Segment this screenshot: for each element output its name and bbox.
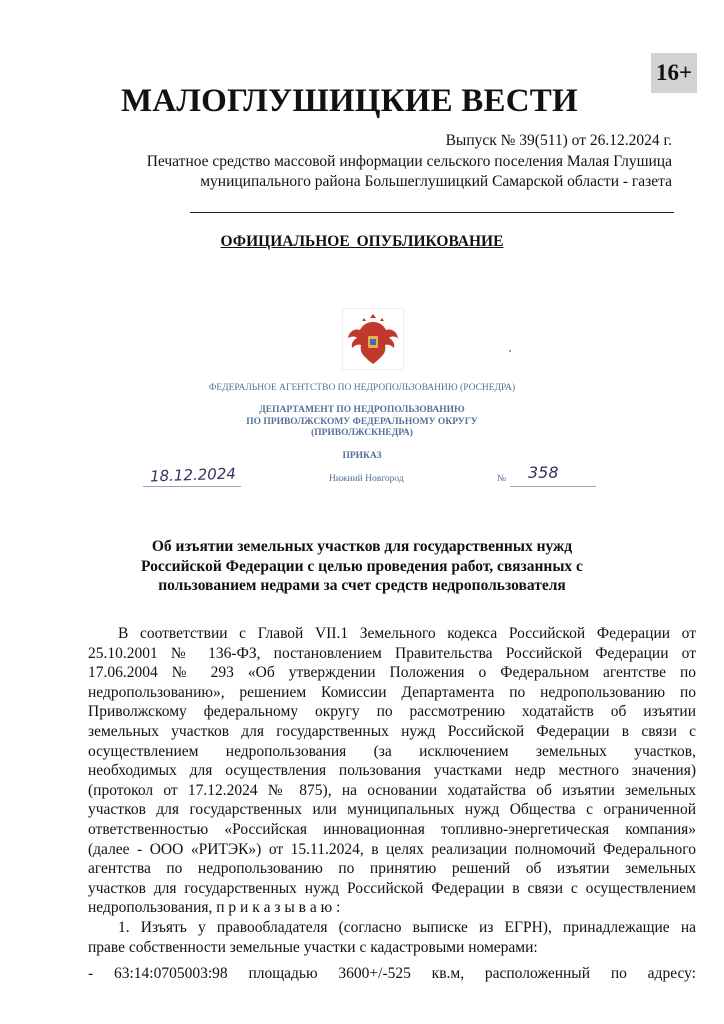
handwritten-date: 18.12.2024: [149, 464, 237, 486]
coat-of-arms-icon: [342, 308, 404, 370]
body-line: земельных участков для государственных нужд Российской Федерации в связи с: [88, 722, 696, 740]
issue-city: Нижний Новгород: [329, 474, 404, 484]
section-heading: ОФИЦИАЛЬНОЕ ОПУБЛИКОВАНИЕ: [220, 233, 504, 250]
body-line: праве собственности земельные участки с кадастровыми номерами:: [88, 938, 538, 956]
body-line: (протокол от 17.12.2024 № 875), на основании ходатайства об изъятии земельных: [88, 781, 696, 799]
department-line: (ПРИВОЛЖСКНЕДРА): [311, 428, 413, 438]
age-rating-badge: 16+: [651, 53, 697, 93]
body-line: 17.06.2004 № 293 «Об утверждении Положения о Федеральном агентстве по: [88, 664, 696, 682]
number-label: №: [497, 474, 507, 484]
body-line: (далее - ООО «РИТЭК») от 15.11.2024, в целях реализации полномочий Федерального: [88, 840, 696, 858]
order-title-line: Об изъятии земельных участков для государственных нужд: [151, 538, 573, 555]
body-line: необходимых для осуществления пользования участками недр местного значения): [88, 762, 696, 780]
publisher-info: [147, 152, 672, 192]
number-underline: [510, 486, 596, 487]
issue-info: Выпуск № 39(511) от 26.12.2024 г.: [445, 132, 672, 149]
newspaper-masthead: МАЛОГЛУШИЦКИЕ ВЕСТИ: [121, 83, 578, 119]
order-title: [0, 537, 724, 596]
body-line: ответственностью «Российская инновационная топливно-энергетическая компания»: [88, 820, 696, 838]
body-line: 25.10.2001 № 136-ФЗ, постановлением Правительства Российской Федерации от: [88, 644, 696, 662]
handwritten-number: 358: [528, 463, 559, 482]
body-line: осуществлением недропользования (за исключением земельных участков,: [88, 742, 696, 760]
publisher-line: Печатное средство массовой информации сельского поселения Малая Глушица: [146, 153, 672, 170]
order-body: [88, 624, 696, 984]
body-line: агентства по недропользованию по принятию решений об изъятии земельных: [88, 860, 696, 878]
body-line: участков для государственных нужд Российской Федерации в связи с осуществлением: [88, 879, 696, 897]
department-name: [0, 405, 724, 440]
body-line: - 63:14:0705003:98 площадью 3600+/-525 кв.м, расположенный по адресу:: [88, 965, 696, 983]
document-type: ПРИКАЗ: [342, 451, 382, 461]
order-title-line: Российской Федерации с целью проведения работ, связанных с: [141, 557, 583, 575]
body-line: Приволжскому федеральному округу по рассмотрению ходатайств об изъятии: [88, 703, 696, 721]
department-line: ДЕПАРТАМЕНТ ПО НЕДРОПОЛЬЗОВАНИЮ: [259, 405, 465, 415]
body-line: недропользованию», решением Комиссии Департамента по недропользованию по: [88, 683, 696, 701]
body-line: недропользования, п р и к а з ы в а ю :: [88, 899, 341, 917]
department-line: ПО ПРИВОЛЖСКОМУ ФЕДЕРАЛЬНОМУ ОКРУГУ: [246, 416, 478, 427]
order-title-line: пользованием недрами за счет средств недропользователя: [158, 577, 566, 594]
scan-dot: [509, 350, 511, 352]
header-divider: [190, 212, 674, 213]
agency-name: ФЕДЕРАЛЬНОЕ АГЕНТСТВО ПО НЕДРОПОЛЬЗОВАНИЮ (РОСНЕДРА): [208, 383, 516, 393]
body-line: В соответствии с Главой VII.1 Земельного кодекса Российской Федерации от: [118, 625, 696, 642]
date-underline: [143, 486, 241, 487]
publisher-line: муниципального района Большеглушицкий Самарской области - газета: [200, 173, 672, 190]
body-line: участков для государственных или муниципальных нужд Общества с ограниченной: [88, 801, 696, 819]
body-line: 1. Изъять у правообладателя (согласно выписке из ЕГРН), принадлежащие на: [118, 918, 696, 936]
